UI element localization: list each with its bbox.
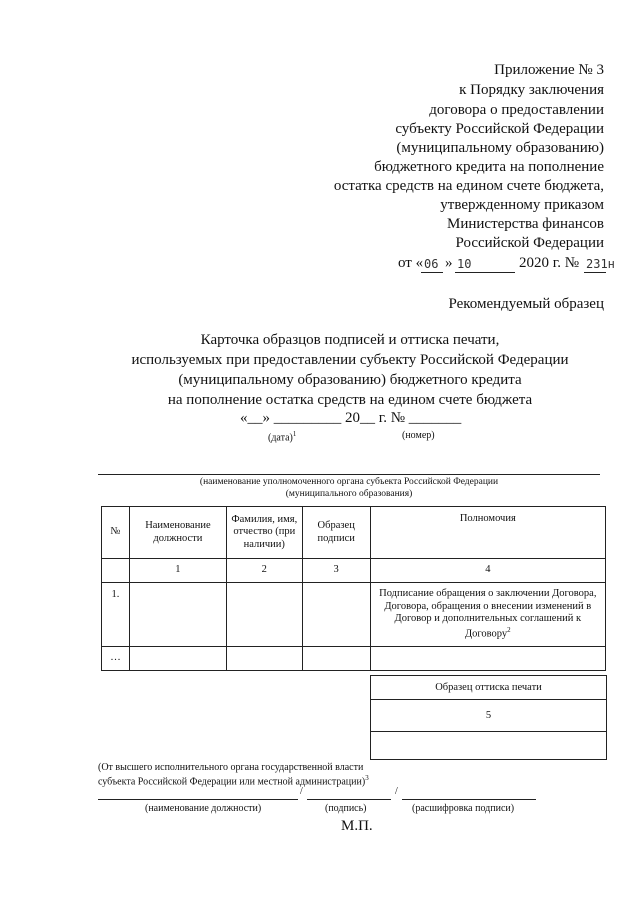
signature-line	[307, 799, 391, 800]
slash-separator: /	[300, 786, 303, 797]
title-line: Карточка образцов подписей и оттиска печати,	[200, 332, 500, 348]
col-header-position: Наименование должности	[129, 507, 226, 559]
table-index-row	[102, 559, 606, 583]
appendix-line: субъекту Российской Федерации	[395, 121, 604, 137]
appendix-line: утвержденному приказом	[440, 197, 604, 213]
seal-mark: М.П.	[341, 818, 373, 834]
row-number: 1.	[102, 583, 130, 647]
appendix-month: 10	[457, 257, 472, 271]
appendix-date-mid: »	[445, 255, 453, 271]
appendix-line: к Порядку заключения	[459, 82, 604, 98]
position-line	[98, 799, 298, 800]
decode-line	[402, 799, 536, 800]
appendix-line: Министерства финансов	[447, 216, 604, 232]
appendix-line: остатка средств на едином счете бюджета,	[333, 178, 604, 194]
appendix-date-prefix: от «	[398, 255, 424, 271]
table-row	[102, 647, 606, 671]
index-cell: 4	[370, 559, 605, 583]
appendix-day: 06	[424, 257, 439, 271]
title-line: на пополнение остатка средств на едином счете бюджета	[167, 392, 533, 408]
footer-line-2: субъекта Российской Федерации или местной администрации)$^3$	[98, 774, 369, 788]
table-header-row	[102, 507, 606, 559]
col-header-signature: Образец подписи	[302, 507, 370, 559]
caption-decode: (расшифровка подписи)	[412, 803, 515, 814]
stamp-title: Образец оттиска печати	[371, 676, 607, 700]
appendix-line: Приложение № 3	[494, 62, 604, 78]
index-cell: 3	[302, 559, 370, 583]
title-date-line: «__» _________ 20__ г. № _______	[240, 410, 462, 426]
slash-separator: /	[395, 786, 398, 797]
stamp-number: 5	[371, 700, 607, 732]
org-caption-1: (наименование уполномоченного органа субъекта Российской Федерации	[199, 477, 499, 487]
caption-signature: (подпись)	[325, 803, 367, 814]
col-header-authority: Полномочия	[370, 507, 605, 559]
appendix-line: бюджетного кредита на пополнение	[374, 159, 604, 175]
appendix-number: 231н	[586, 257, 615, 271]
caption-position: (наименование должности)	[145, 803, 262, 814]
number-caption: (номер)	[402, 430, 435, 441]
table-row	[102, 583, 606, 647]
row-authority: Подписание обращения о заключении Договора, Договора, обращения о внесении изменений в Договор и дополнительных соглашений к Договору$^2$	[370, 583, 605, 647]
col-header-number: №	[102, 507, 130, 559]
appendix-line: договора о предоставлении	[429, 102, 604, 118]
org-caption-2: (муниципального образования)	[285, 489, 413, 499]
footer-line-1: (От высшего исполнительного органа государственной власти	[98, 762, 364, 773]
index-cell: 2	[226, 559, 302, 583]
stamp-table	[370, 675, 607, 760]
recommended-label: Рекомендуемый образец	[448, 296, 604, 312]
title-line: используемых при предоставлении субъекту Российской Федерации	[131, 352, 569, 368]
date-caption: (дата)$^1$	[268, 430, 297, 444]
appendix-line: Российской Федерации	[455, 235, 604, 251]
row-number: …	[102, 647, 130, 671]
appendix-year: 2020 г. №	[519, 255, 580, 271]
signature-table	[101, 506, 606, 671]
title-line: (муниципальному образованию) бюджетного кредита	[178, 372, 522, 388]
org-name-line	[98, 474, 600, 475]
col-header-name: Фамилия, имя, отчество (при наличии)	[226, 507, 302, 559]
index-cell: 1	[129, 559, 226, 583]
appendix-line: (муниципальному образованию)	[396, 140, 604, 156]
